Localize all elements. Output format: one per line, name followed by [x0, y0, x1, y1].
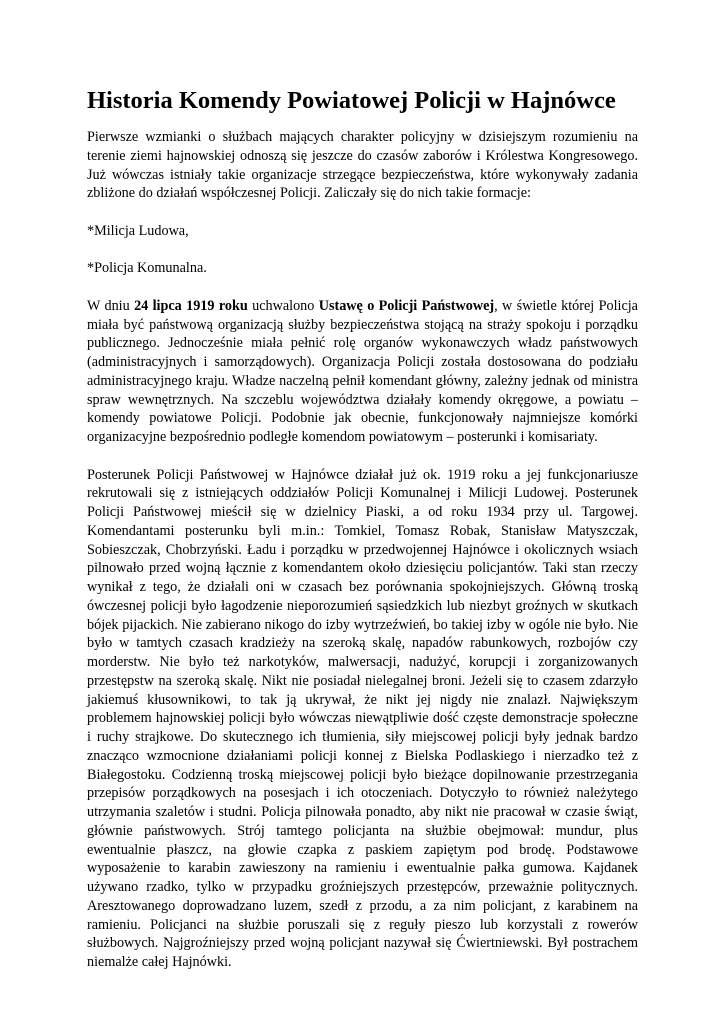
law-paragraph: [87, 297, 638, 447]
law-name: Ustawę o Policji Państwowej: [318, 297, 495, 314]
formation-item-milicja: *Milicja Ludowa,: [87, 222, 189, 239]
intro-paragraph: Pierwsze wzmianki o służbach mających charakter policyjny w dzisiejszym rozumieniu na terenie ziemi hajnowskiej odnoszą się jeszcze do czasów zaborów i Królestwa Kongresowego. Już wówczas istniały takie organizacje strzegące bezpieczeństwa, które wykonywały zadania zbliżone do działań współczesnej Policji. Zaliczały się do nich takie formacje:: [87, 129, 638, 202]
law-paragraph-text-3: , w świetle której Policja miała być państwową organizacją służby bezpieczeństwa stojącą na straży spokoju i porządku publicznego. Jednocześnie miała pełnić rolę organów wykonawczych władz państwowych (administracyjnych i samorządowych). Organizacja Policji została dostosowana do podziału administracyjnego kraju. Władze naczelną pełnił komendant główny, zależny jednak od ministra spraw wewnętrznych. Na szczeblu województwa działały komendy okręgowe, a powiatu – komendy powiatowe Policji. Podobnie jak obecnie, funkcjonowały najmniejsze komórki organizacyjne bezpośrednio podległe komendom powiatowym – posterunki i komisariaty.: [87, 297, 638, 445]
formation-item-policja: *Policja Komunalna.: [87, 260, 207, 277]
page-title: Historia Komendy Powiatowej Policji w Hajnówce: [87, 87, 616, 114]
law-date: 24 lipca 1919 roku: [134, 297, 248, 314]
law-paragraph-text-2: uchwalono: [247, 297, 319, 314]
document-body: [87, 128, 638, 991]
law-paragraph-text-1: W dniu: [87, 297, 135, 314]
history-paragraph: Posterunek Policji Państwowej w Hajnówce działał już ok. 1919 roku a jej funkcjonariusze rekrutowali się z istniejących oddziałów Policji Komunalnej i Milicji Ludowej. Posterunek Policji Państwowej mieścił się w dzielnicy Piaski, a od roku 1934 przy ul. Targowej. Komendantami posterunku byli m.in.: Tomkiel, Tomasz Robak, Stanisław Matyszczak, Sobieszczak, Chobrzyński. Ładu i porządku w przedwojennej Hajnówce i okolicznych wsiach pilnowało przed wojną łącznie z komendantem około dziesięciu policjantów. Taki stan rzeczy wynikał z tego, że działali oni w czasach bez porównania spokojniejszych. Główną troską ówczesnej policji było łagodzenie nieporozumień sąsiedzkich lub niezbyt groźnych w skutkach bójek pijackich. Nie zabierano nikogo do izby wytrzeźwień, bo takiej izby w ogóle nie było. Nie było w tamtych czasach kradzieży na szeroką skalę, napadów rabunkowych, rozbojów czy morderstw. Nie było też narkotyków, malwersacji, nadużyć, korupcji i zorganizowanych przestępstw na szeroką skalę. Nikt nie posiadał nielegalnej broni. Jeżeli się to czasem zdarzyło jakiemuś kłusownikowi, to tak ją ukrywał, że nikt jej nigdy nie znalazł. Największym problemem hajnowskiej policji było wówczas niewątpliwie dość częste demonstracje społeczne i ruchy strajkowe. Do skutecznego ich tłumienia, siły miejscowej policji były jednak bardzo znacząco wzmocnione działaniami policji konnej z Bielska Podlaskiego i nierzadko też z Białegostoku. Codzienną troską miejscowej policji było bieżące dopilnowanie przestrzegania przepisów porządkowych na posesjach i ich otoczeniach. Dotyczyło to również należytego utrzymania szaletów i studni. Policja pilnowała ponadto, aby nikt nie pracował w czasie świąt, głównie państwowych. Strój tamtego policjanta na służbie obejmował: mundur, plus ewentualnie płaszcz, na głowie czapka z paskiem zapiętym pod brodę. Podstawowe wyposażenie to karabin zawieszony na ramieniu i ewentualnie pałka gumowa. Kajdanek używano rzadko, tylko w przypadku groźniejszych przestępców, przeważnie politycznych. Aresztowanego doprowadzano luzem, szedł z przodu, a za nim policjant, z karabinem na ramieniu. Policjanci na służbie poruszali się z reguły pieszo lub korzystali z rowerów służbowych. Najgroźniejszy przed wojną policjant nazywał się Ćwiertniewski. Był postrachem niemalże całej Hajnówki.: [87, 466, 638, 970]
